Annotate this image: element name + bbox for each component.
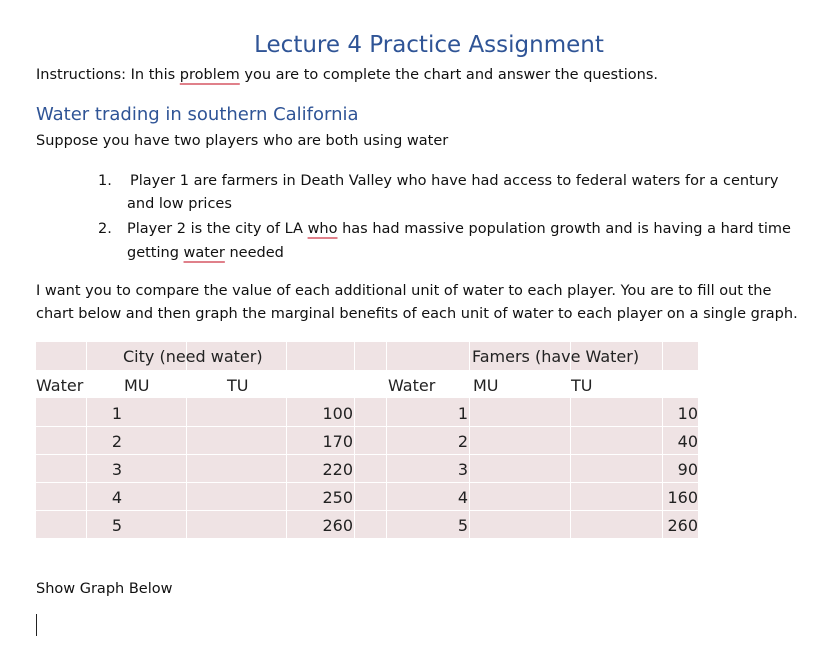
city-col-mu: MU — [124, 376, 150, 395]
list-item-1-line2: and low prices — [127, 196, 232, 212]
section-heading: Water trading in southern California — [36, 104, 359, 125]
intro-text: Suppose you have two players who are both using water — [36, 133, 449, 149]
farmers-col-mu: MU — [473, 376, 499, 395]
list-item-2-line1-prefix: Player 2 is the city of LA — [127, 221, 308, 237]
spellcheck-word-water[interactable]: water — [183, 245, 225, 261]
city-tu-2: 170 — [322, 432, 353, 451]
spellcheck-word-problem[interactable]: problem — [179, 67, 240, 83]
city-tu-4: 250 — [322, 488, 353, 507]
farmer-water-4: 4 — [457, 488, 468, 507]
list-item-2-line2 — [127, 245, 284, 261]
table-body-band — [36, 398, 698, 538]
farmers-header: Famers (have Water) — [472, 347, 640, 366]
show-graph-label: Show Graph Below — [36, 581, 173, 597]
farmer-water-2: 2 — [457, 432, 468, 451]
city-water-4: 4 — [111, 488, 122, 507]
list-item-1-line1: Player 1 are farmers in Death Valley who have had access to federal waters for a century — [130, 173, 779, 189]
farmer-water-3: 3 — [457, 460, 468, 479]
list-number-2: 2. — [98, 221, 112, 237]
farmer-water-1: 1 — [457, 404, 468, 423]
city-water-2: 2 — [111, 432, 122, 451]
water-table — [36, 342, 698, 538]
city-header: City (need water) — [123, 347, 263, 366]
list-item-2-line1 — [127, 221, 791, 237]
farmers-col-water: Water — [388, 376, 436, 395]
list-item-2-line1-suffix: has had massive population growth and is having a hard time — [337, 221, 791, 237]
city-col-tu: TU — [227, 376, 249, 395]
farmer-tu-1: 10 — [677, 404, 698, 423]
spellcheck-word-who[interactable]: who — [307, 221, 338, 237]
paragraph-line-1: I want you to compare the value of each additional unit of water to each player. You are to fill out the — [36, 283, 772, 299]
farmers-col-tu: TU — [571, 376, 593, 395]
document-title: Lecture 4 Practice Assignment — [254, 32, 604, 58]
farmer-tu-3: 90 — [677, 460, 698, 479]
farmer-tu-5: 260 — [667, 516, 698, 535]
city-col-water: Water — [36, 376, 84, 395]
city-tu-5: 260 — [322, 516, 353, 535]
city-tu-3: 220 — [322, 460, 353, 479]
instructions-suffix: you are to complete the chart and answer the questions. — [239, 67, 659, 83]
farmer-tu-4: 160 — [667, 488, 698, 507]
list-item-2-line2-prefix: getting — [127, 245, 184, 261]
city-tu-1: 100 — [322, 404, 353, 423]
farmer-tu-2: 40 — [677, 432, 698, 451]
paragraph-line-2: chart below and then graph the marginal benefits of each unit of water to each player on a single graph. — [36, 306, 798, 322]
list-item-2-line2-suffix: needed — [224, 245, 284, 261]
text-cursor[interactable] — [36, 614, 37, 636]
instructions-line — [36, 67, 658, 83]
city-water-1: 1 — [111, 404, 122, 423]
list-number-1: 1. — [98, 173, 112, 189]
farmer-water-5: 5 — [457, 516, 468, 535]
city-water-3: 3 — [111, 460, 122, 479]
city-water-5: 5 — [111, 516, 122, 535]
instructions-prefix: Instructions: In this — [36, 67, 180, 83]
